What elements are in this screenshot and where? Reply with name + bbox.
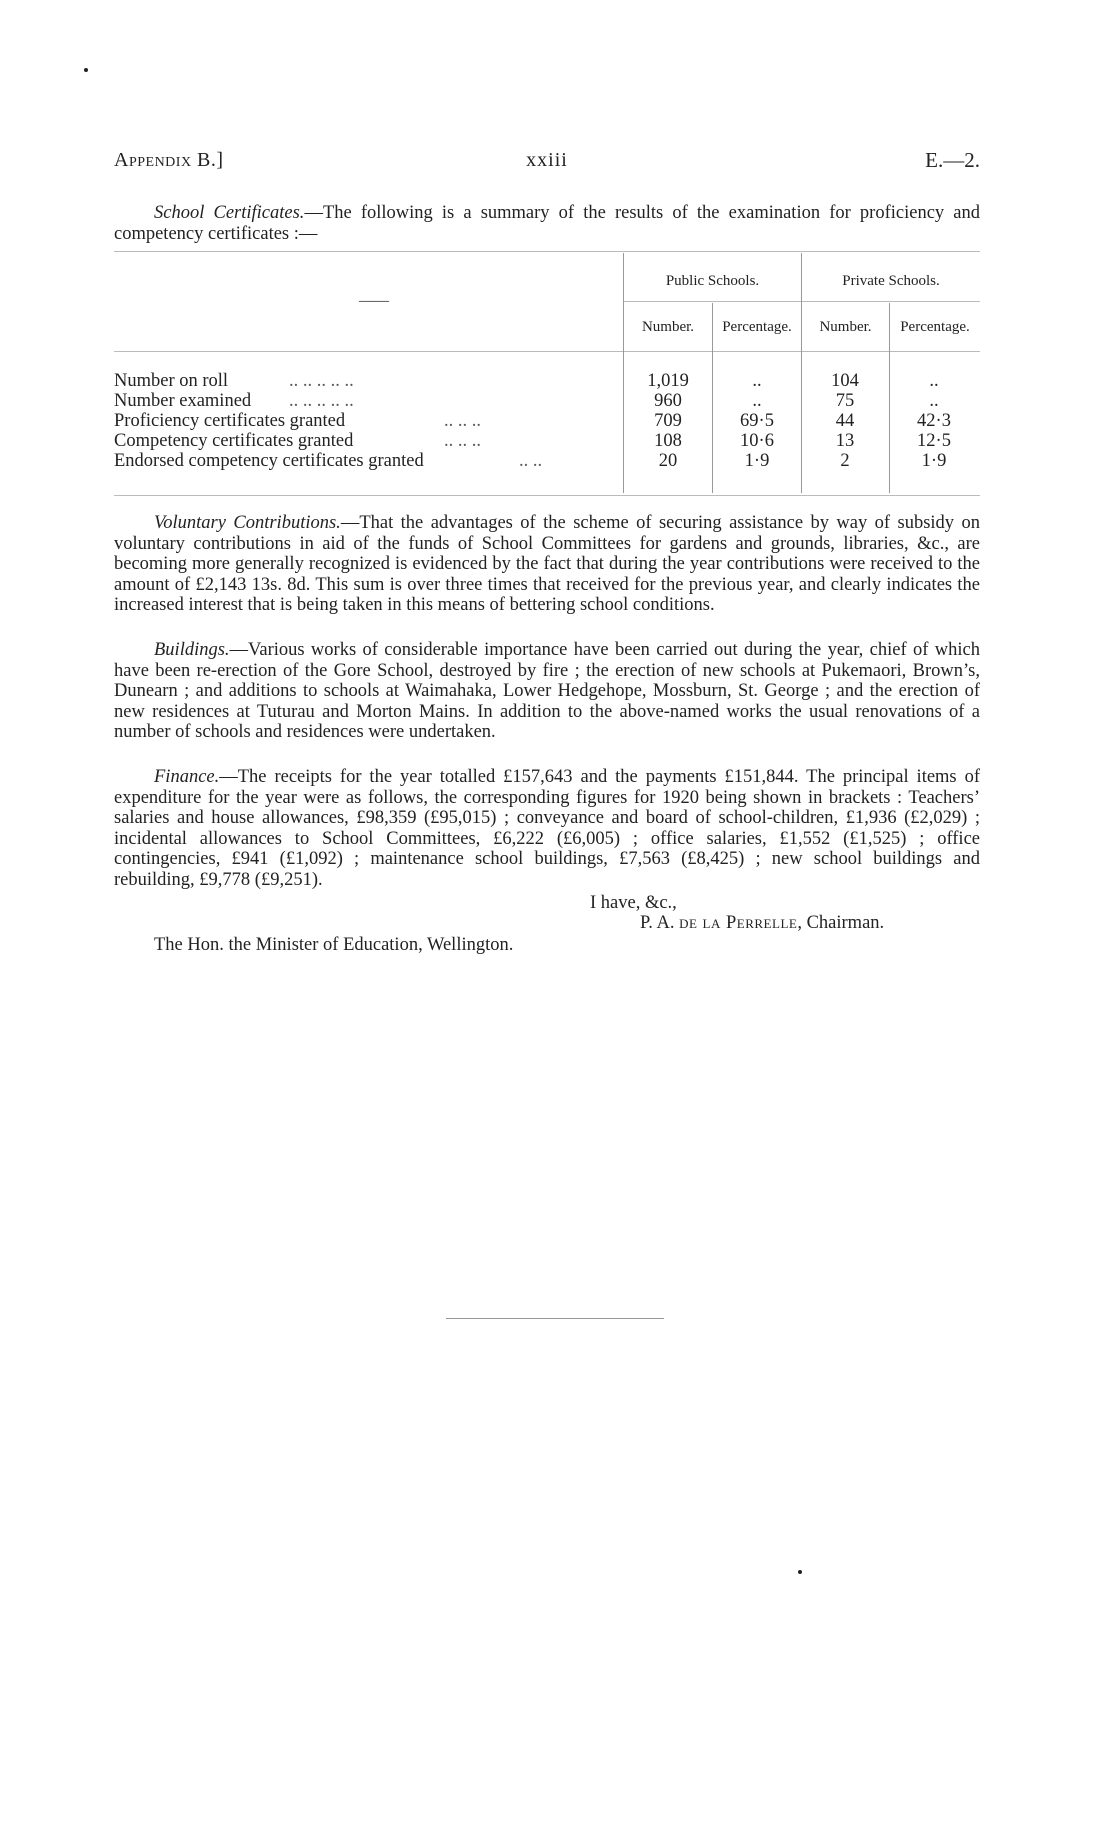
table-bottom-rule: [114, 495, 980, 496]
dot-leader: .. .. .. .. ..: [289, 371, 354, 391]
header-bottom-rule: [114, 351, 980, 352]
table-cell: 42·3: [917, 411, 951, 431]
row-label-competency-granted: Competency certificates granted: [114, 431, 354, 451]
table-cell: ..: [929, 371, 939, 391]
finance-heading: Finance.: [154, 767, 220, 787]
closing-salutation: I have, &c.,: [590, 893, 677, 913]
private-percentage-header: Percentage.: [900, 319, 970, 335]
table-cell: ..: [752, 391, 762, 411]
finance-text: —The receipts for the year totalled £157,643 and the payments £151,844. The principal items of expenditure for the year were as follows, the corresponding figures for 1920 being shown in brackets : Teachers’ salaries and house allowances, £98,359 (£95,015) ; conveyance and board of school-children, £1,936 (£2,029) ; incidental allowances to School Committees, £6,222 (£6,005) ; office salaries, £1,552 (£1,525) ; office contingencies, £941 (£1,092) ; maintenance school buildings, £7,563 (£8,425) ; new school buildings and rebuilding, £9,778 (£9,251).: [114, 767, 980, 890]
signatory-initials: P. A.: [640, 913, 675, 933]
speck-mark: [84, 68, 88, 72]
row-label-number-on-roll: Number on roll: [114, 371, 229, 391]
row-label-proficiency-granted: Proficiency certificates granted: [114, 411, 346, 431]
signatory-surname: de la Perrelle: [679, 913, 798, 933]
stub-header: ——: [359, 293, 389, 309]
table-cell: 44: [835, 411, 855, 431]
private-schools-header: Private Schools.: [842, 273, 940, 289]
table-cell: 2: [840, 451, 850, 471]
row-label-endorsed-competency: Endorsed competency certificates granted: [114, 451, 424, 471]
dot-leader: .. .. .. .. ..: [289, 391, 354, 411]
table-cell: 75: [835, 391, 855, 411]
table-cell: 1·9: [744, 451, 770, 471]
certificates-table: [114, 251, 980, 496]
addressee: The Hon. the Minister of Education, Wellington.: [154, 935, 514, 955]
page-number: xxiii: [526, 149, 568, 171]
signatory: [640, 913, 884, 934]
buildings-text: —Various works of considerable importance have been carried out during the year, chief of which have been re-erection of the Gore School, destroyed by fire ; the erection of new schools at Pukemaori, Brown’s, Dunearn ; and additions to schools at Waimahaka, Lower Hedgehope, Mossburn, St. George ; and the erection of new residences at Tuturau and Morton Mains. In addition to the above-named works the usual renovations of a number of schools and residences were undertaken.: [114, 640, 980, 742]
buildings-paragraph: [114, 640, 980, 743]
school-certificates-heading: School Certificates.: [154, 203, 305, 223]
public-schools-header: Public Schools.: [665, 273, 760, 289]
table-cell: 960: [654, 391, 682, 411]
table-cell: ..: [929, 391, 939, 411]
table-cell: 20: [658, 451, 678, 471]
appendix-label: Appendix B.]: [114, 149, 224, 171]
finance-paragraph: [114, 767, 980, 890]
voluntary-contributions-paragraph: [114, 513, 980, 616]
school-certificates-text: —The following is a summary of the results of the examination for proficiency and competency certificates :—: [114, 203, 980, 244]
buildings-heading: Buildings.: [154, 640, 230, 660]
private-number-header: Number.: [819, 319, 872, 335]
speck-mark: [798, 1570, 802, 1574]
table-cell: 104: [831, 371, 859, 391]
voluntary-contributions-heading: Voluntary Contributions.: [154, 513, 341, 533]
voluntary-contributions-text: —That the advantages of the scheme of securing assistance by way of subsidy on voluntary contributions in aid of the funds of School Committees for gardens and grounds, libraries, &c., are becoming more generally recognized is evidenced by the fact that during the year contributions were received to the amount of £2,143 13s. 8d. This sum is over three times that received for the previous year, and clearly indicates the increased interest that is being taken in this means of bettering school conditions.: [114, 513, 980, 615]
table-cell: 1·9: [921, 451, 947, 471]
table-top-rule: [114, 251, 980, 252]
dot-leader: .. .. ..: [444, 431, 481, 451]
table-cell: 1,019: [647, 371, 689, 391]
paper-reference: E.—2.: [925, 148, 980, 172]
table-cell: 12·5: [917, 431, 951, 451]
public-percentage-header: Percentage.: [722, 319, 792, 335]
school-certificates-paragraph: [114, 203, 980, 244]
public-number-header: Number.: [641, 319, 695, 335]
table-cell: 108: [654, 431, 682, 451]
signatory-role: , Chairman.: [797, 913, 885, 933]
dot-leader: .. .. ..: [444, 411, 481, 431]
table-cell: 69·5: [740, 411, 774, 431]
group-rule: [624, 301, 980, 302]
end-rule: [446, 1318, 664, 1319]
row-label-number-examined: Number examined: [114, 391, 252, 411]
running-head: [114, 150, 980, 176]
dot-leader: .. ..: [519, 451, 543, 471]
table-cell: ..: [752, 371, 762, 391]
table-cell: 10·6: [740, 431, 774, 451]
table-cell: 13: [835, 431, 855, 451]
table-cell: 709: [654, 411, 682, 431]
